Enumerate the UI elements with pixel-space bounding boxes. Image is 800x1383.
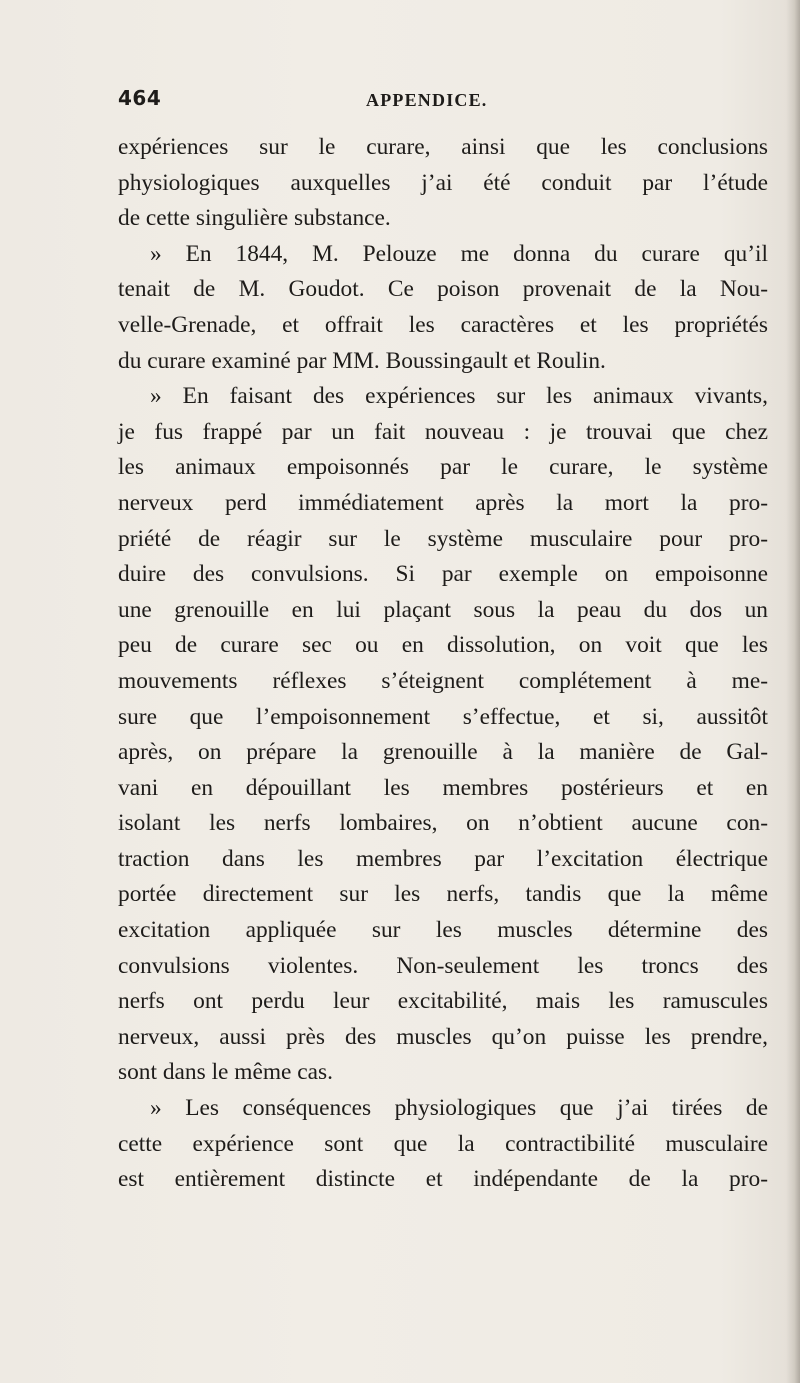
text-line: peu de curare sec ou en dissolution, on voit que les (118, 632, 768, 659)
body-text (118, 130, 768, 1198)
text-line: après, on prépare la grenouille à la manière de Gal- (118, 739, 768, 766)
text-line: » Les conséquences physiologiques que j’ai tirées de (150, 1095, 768, 1122)
text-line: vani en dépouillant les membres postérieurs et en (118, 774, 768, 801)
text-line: tenait de M. Goudot. Ce poison provenait de la Nou- (118, 276, 768, 303)
text-line: je fus frappé par un fait nouveau : je trouvai que chez (118, 418, 768, 445)
text-line: sont dans le même cas. (118, 1059, 334, 1086)
text-line: les animaux empoisonnés par le curare, le système (118, 454, 768, 481)
page-number: 464 (118, 86, 162, 110)
text-line: nerveux perd immédiatement après la mort la pro- (118, 489, 768, 516)
text-line: mouvements réflexes s’éteignent complétement à me- (118, 667, 768, 694)
text-line: excitation appliquée sur les muscles détermine des (118, 917, 768, 944)
text-line: nerfs ont perdu leur excitabilité, mais les ramuscules (118, 988, 768, 1015)
text-line: velle-Grenade, et offrait les caractères et les propriétés (118, 311, 768, 338)
page-header (118, 86, 758, 116)
text-line: une grenouille en lui plaçant sous la peau du dos un (118, 596, 768, 623)
text-line: est entièrement distincte et indépendante de la pro- (118, 1166, 768, 1193)
text-line: » En 1844, M. Pelouze me donna du curare qu’il (150, 240, 768, 267)
page-edge-shadow (786, 0, 800, 1383)
text-line: cette expérience sont que la contractibilité musculaire (118, 1130, 768, 1157)
text-line: portée directement sur les nerfs, tandis que la même (118, 881, 768, 908)
text-line: priété de réagir sur le système musculaire pour pro- (118, 525, 768, 552)
text-line: duire des convulsions. Si par exemple on empoisonne (118, 561, 768, 588)
text-line: » En faisant des expériences sur les animaux vivants, (150, 383, 768, 410)
text-line: isolant les nerfs lombaires, on n’obtient aucune con- (118, 810, 768, 837)
text-line: convulsions violentes. Non-seulement les troncs des (118, 952, 768, 979)
text-line: nerveux, aussi près des muscles qu’on puisse les prendre, (118, 1023, 768, 1050)
running-head: APPENDICE. (366, 90, 488, 110)
text-line: sure que l’empoisonnement s’effectue, et si, aussitôt (118, 703, 768, 730)
text-line: traction dans les membres par l’excitation électrique (118, 845, 768, 872)
text-line: expériences sur le curare, ainsi que les conclusions (118, 134, 768, 160)
text-line: du curare examiné par MM. Boussingault et Roulin. (118, 347, 606, 374)
text-line: de cette singulière substance. (118, 205, 391, 232)
text-line: physiologiques auxquelles j’ai été conduit par l’étude (118, 169, 768, 196)
